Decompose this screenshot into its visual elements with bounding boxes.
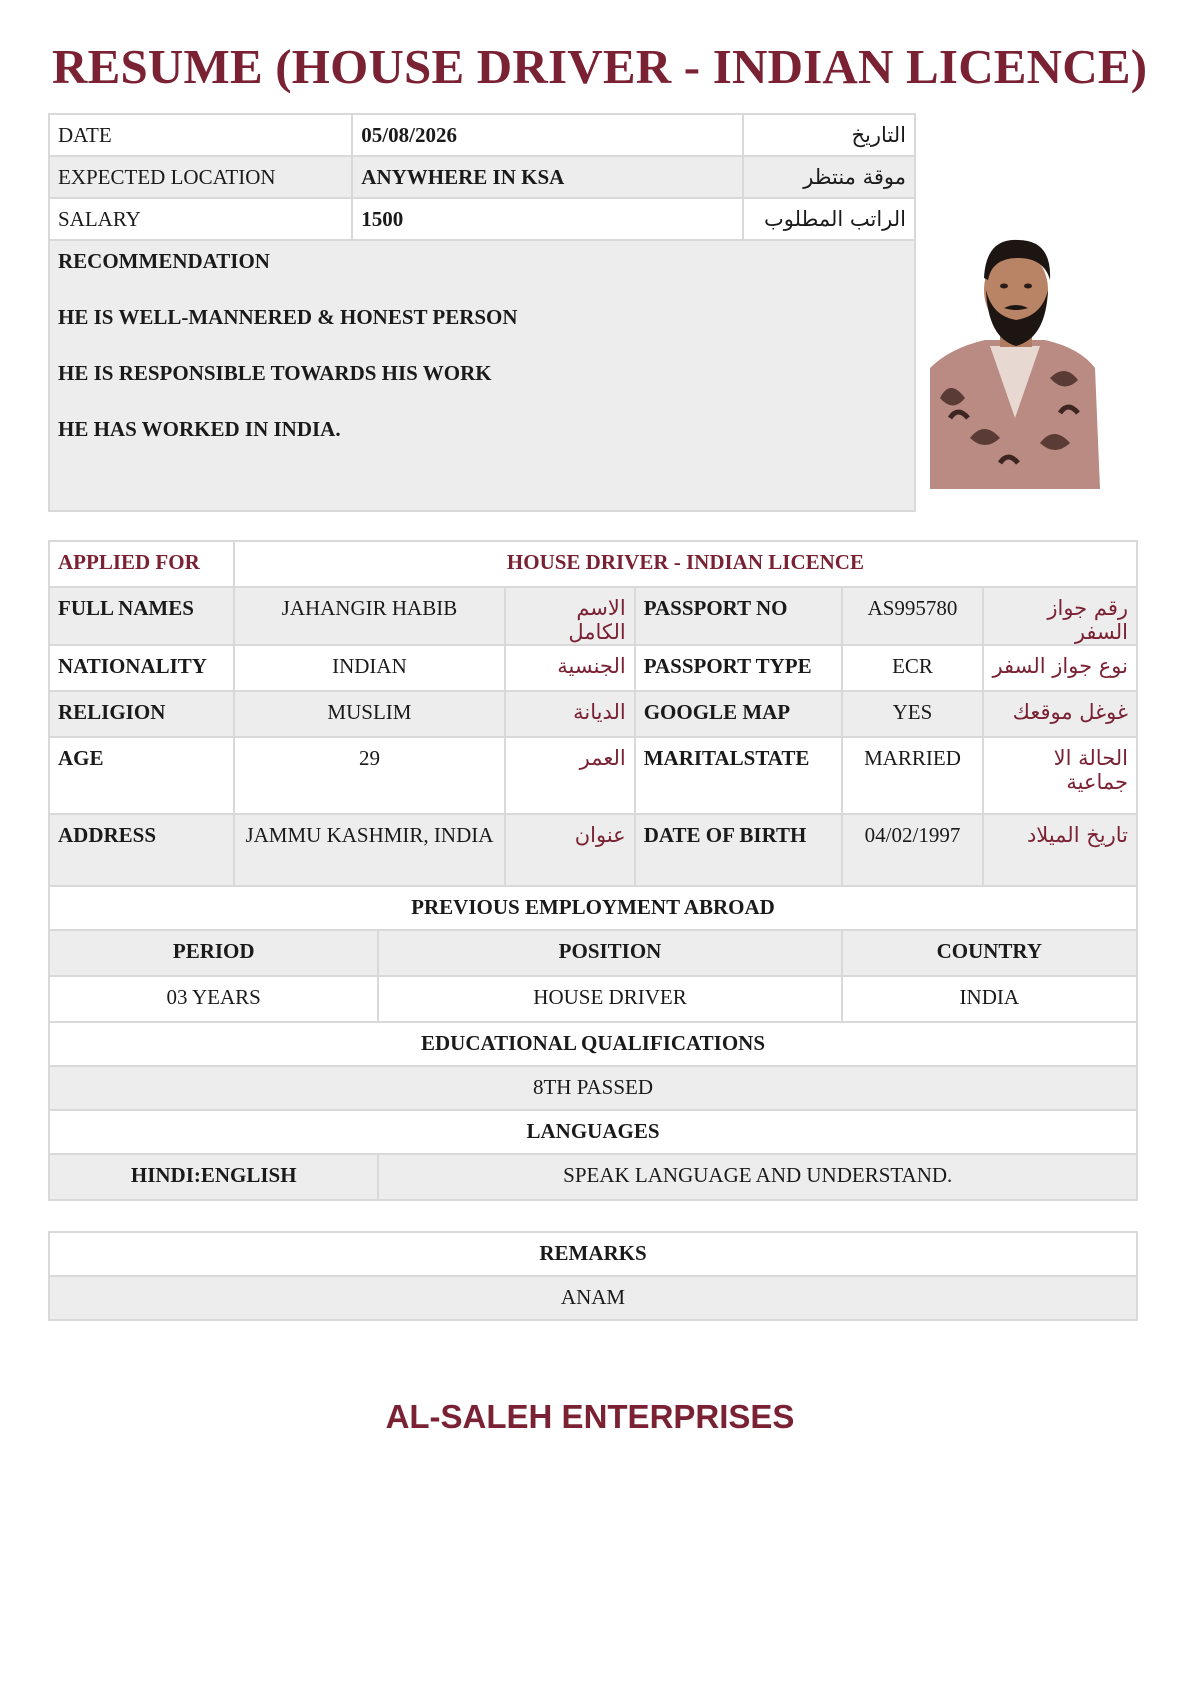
education-value: 8TH PASSED (49, 1066, 1137, 1110)
passport-type-value: ECR (842, 645, 984, 691)
full-names-value: JAHANGIR HABIB (234, 587, 505, 645)
google-map-value: YES (842, 691, 984, 737)
employment-country: INDIA (842, 976, 1137, 1022)
marital-label: MARITALSTATE (635, 737, 842, 814)
recommendation-title: RECOMMENDATION (58, 249, 270, 273)
employment-heading: PREVIOUS EMPLOYMENT ABROAD (49, 886, 1137, 930)
dob-label: DATE OF BIRTH (635, 814, 842, 886)
religion-label: RELIGION (49, 691, 234, 737)
dob-arabic-label: تاريخ الميلاد (983, 814, 1137, 886)
page-title: RESUME (HOUSE DRIVER - INDIAN LICENCE) (52, 39, 1148, 94)
recommendation-item: HE HAS WORKED IN INDIA. (58, 417, 341, 441)
date-value: 05/08/2026 (352, 114, 743, 156)
languages-list: HINDI:ENGLISH (49, 1154, 378, 1200)
remarks-table (48, 1231, 1138, 1321)
religion-value: MUSLIM (234, 691, 505, 737)
google-map-arabic-label: غوغل موقعك (983, 691, 1137, 737)
recommendation-item: HE IS WELL-MANNERED & HONEST PERSON (58, 305, 518, 329)
applied-for-value: HOUSE DRIVER - INDIAN LICENCE (234, 541, 1137, 587)
location-value: ANYWHERE IN KSA (352, 156, 743, 198)
passport-no-label: PASSPORT NO (635, 587, 842, 645)
location-arabic-label: موقة منتظر (743, 156, 915, 198)
address-arabic-label: عنوان (505, 814, 635, 886)
salary-arabic-label: الراتب المطلوب (743, 198, 915, 240)
passport-type-arabic-label: نوع جواز السفر (983, 645, 1137, 691)
recommendation-box (49, 240, 915, 511)
nationality-label: NATIONALITY (49, 645, 234, 691)
address-value: JAMMU KASHMIR, INDIA (234, 814, 505, 886)
salary-value: 1500 (352, 198, 743, 240)
age-label: AGE (49, 737, 234, 814)
religion-arabic-label: الديانة (505, 691, 635, 737)
salary-label: SALARY (49, 198, 352, 240)
google-map-label: GOOGLE MAP (635, 691, 842, 737)
address-label: ADDRESS (49, 814, 234, 886)
education-heading: EDUCATIONAL QUALIFICATIONS (49, 1022, 1137, 1066)
passport-type-label: PASSPORT TYPE (635, 645, 842, 691)
location-label: EXPECTED LOCATION (49, 156, 352, 198)
full-names-label: FULL NAMES (49, 587, 234, 645)
employment-col-period: PERIOD (49, 930, 378, 976)
date-label: DATE (49, 114, 352, 156)
languages-heading: LANGUAGES (49, 1110, 1137, 1154)
date-arabic-label: التاريخ (743, 114, 915, 156)
company-name: AL-SALEH ENTERPRISES (385, 1398, 795, 1435)
age-value: 29 (234, 737, 505, 814)
employment-col-position: POSITION (378, 930, 841, 976)
marital-value: MARRIED (842, 737, 984, 814)
employment-period: 03 YEARS (49, 976, 378, 1022)
candidate-photo (930, 228, 1100, 489)
passport-no-value: AS995780 (842, 587, 984, 645)
nationality-arabic-label: الجنسية (505, 645, 635, 691)
employment-position: HOUSE DRIVER (378, 976, 841, 1022)
age-arabic-label: العمر (505, 737, 635, 814)
languages-level: SPEAK LANGUAGE AND UNDERSTAND. (378, 1154, 1137, 1200)
remarks-heading: REMARKS (49, 1232, 1137, 1276)
summary-table (48, 113, 916, 512)
recommendation-item: HE IS RESPONSIBLE TOWARDS HIS WORK (58, 361, 492, 385)
marital-arabic-label: الحالة الا جماعية (983, 737, 1137, 814)
applied-for-label: APPLIED FOR (49, 541, 234, 587)
remarks-value: ANAM (49, 1276, 1137, 1320)
dob-value: 04/02/1997 (842, 814, 984, 886)
nationality-value: INDIAN (234, 645, 505, 691)
details-table (48, 540, 1138, 1201)
employment-col-country: COUNTRY (842, 930, 1137, 976)
passport-no-arabic-label: رقم جواز السفر (983, 587, 1137, 645)
full-names-arabic-label: الاسم الكامل (505, 587, 635, 645)
